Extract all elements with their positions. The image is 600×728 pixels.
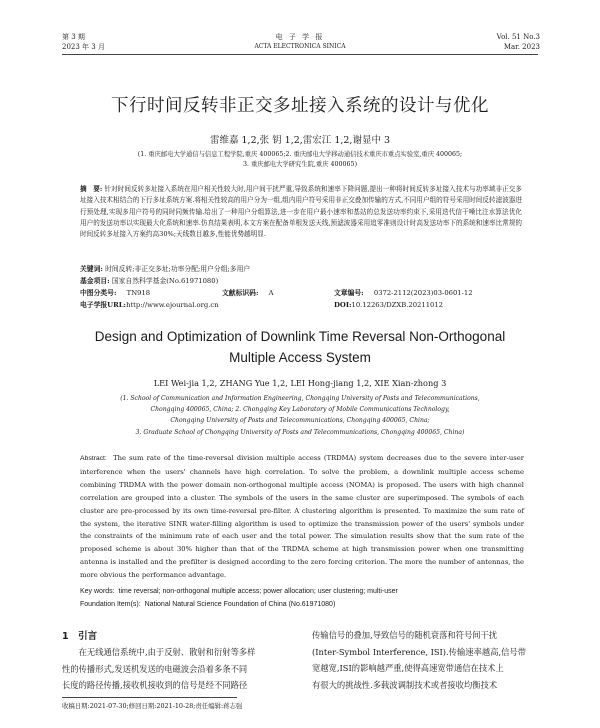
english-affiliation-3: Chongqing University of Posts and Telecommunications, Chongqing 400065, China;	[170, 417, 430, 424]
body-column-right	[312, 627, 540, 694]
clc-number	[80, 288, 150, 298]
doi	[334, 300, 443, 310]
document-code	[222, 288, 274, 298]
english-title-line-1: Design and Optimization of Downlink Time Reversal Non-Orthogonal	[94, 329, 506, 344]
doi-value: 10.12263/DZXB.20211012	[351, 301, 443, 309]
english-affiliation-4: 3. Graduate School of Chongqing University of Posts and Telecommunications, Chongqing 400065, China)	[135, 429, 465, 436]
received-dates-footnote: 收稿日期:2021-07-30;修回日期:2021-10-28;责任编辑:蒋志强	[62, 702, 243, 710]
journal-name-en: ACTA ELECTRONICA SINICA	[254, 43, 346, 50]
body-line: 有很大的挑战性.多载波调制技术或者接收均衡技术	[312, 680, 498, 691]
body-column-left	[62, 644, 294, 694]
english-affiliation-2: Chongqing 400065, China; 2. Chongqing Key Laboratory of Mobile Communications Technology,	[150, 406, 450, 413]
english-keywords	[80, 586, 398, 598]
chinese-affiliation-1: (1. 重庆邮电大学通信与信息工程学院,重庆 400065;2. 重庆邮电大学移动通信技术重庆市重点实验室,重庆 400065;	[137, 151, 463, 158]
english-fund	[80, 599, 335, 611]
english-fund-text: National Natural Science Foundation of China (No.61971080)	[144, 601, 336, 608]
chinese-keywords-label: 关键词:	[80, 265, 103, 273]
section-heading-introduction: 1 引言	[62, 631, 98, 642]
article-number-label: 文章编号:	[334, 289, 364, 297]
footnote-divider	[62, 697, 237, 698]
english-title-line-2: Multiple Access System	[229, 350, 371, 365]
english-abstract-label: Abstract:	[80, 455, 107, 462]
journal-url-value: http://www.ejournal.org.cn	[126, 301, 219, 309]
document-code-label: 文献标识码:	[222, 289, 259, 297]
body-line: 在无线通信系统中,由于反射、散射和衍射等多样	[62, 647, 256, 657]
chinese-keywords-text: 时间反转;非正交多址;功率分配;用户分组;多用户	[105, 265, 251, 273]
body-line: 传输信号的叠加,导致信号的随机衰落和符号间干扰	[312, 630, 498, 640]
english-authors: LEI Wei-jia 1,2, ZHANG Yue 1,2, LEI Hong-jiang 1,2, XIE Xian-zhong 3	[153, 378, 447, 388]
english-title	[0, 326, 600, 368]
publication-month: Mar. 2023	[503, 43, 540, 51]
chinese-fund	[80, 276, 218, 286]
chinese-authors: 雷维嘉 1,2,张 钥 1,2,雷宏江 1,2,谢显中 3	[209, 135, 391, 146]
body-line: 宽越宽,ISI的影响越严重,使得高速宽带通信在技术上	[312, 663, 504, 674]
journal-name-cn: 电 子 学 报	[275, 33, 325, 41]
chinese-fund-label: 基金项目:	[80, 277, 110, 285]
article-number-value: 0372-2112(2023)03-0601-12	[373, 289, 473, 297]
english-affiliation-1: (1. School of Communication and Information Engineering, Chongqing University of Posts and Telecommunications,	[120, 395, 480, 402]
body-line: 性的传播形式,发送机发送的电磁波会沿着多条不同	[62, 663, 248, 674]
issue-number: 第 3 期	[62, 33, 85, 41]
english-keywords-label: Key words:	[80, 588, 115, 595]
journal-url-label: 电子学报URL:	[80, 301, 127, 309]
clc-value: TN918	[126, 289, 151, 297]
header-divider	[62, 54, 538, 55]
journal-url	[80, 300, 219, 310]
chinese-abstract-label: 摘 要:	[80, 185, 103, 193]
english-abstract-text: The sum rate of the time-reversal division multiple access (TRDMA) system decreases due to the severe inter-user interference when the users' channels have high correlation. To solve the problem, a downlink multiple access scheme combining TRDMA with the power domain non-orthogonal multiple access (NOMA) is proposed. The users with high channel correlation are grouped into a cluster. The symbols of the users in the same cluster are superimposed. The symbols of each cluster are pre-processed by its own time-reversal pre-filter. A clustering algorithm is presented. To maximize the sum rate of the system, the iterative SINR water-filling algorithm is used to optimize the transmission power of the users' symbols under the constraints of the minimum rate of each user and the total power. The simulation results show that the sum rate of the proposed scheme is about 30% higher than that of the TRDMA scheme at high transmission power when one transmitting antenna is installed and the prefilter is designed according to the zero forcing criterion. The more the number of antennas, the more obvious the performance advantage.	[80, 454, 524, 580]
clc-label: 中图分类号:	[80, 289, 117, 297]
header-right	[497, 32, 540, 52]
volume-number: Vol. 51 No.3	[496, 33, 540, 41]
chinese-title: 下行时间反转非正交多址接入系统的设计与优化	[111, 96, 489, 116]
english-keywords-text: time reversal; non-orthogonal multiple access; power allocation; user clustering; multi-user	[118, 588, 398, 595]
article-number	[334, 288, 473, 298]
chinese-abstract	[80, 184, 522, 240]
doi-label: DOI:	[334, 301, 352, 309]
chinese-affiliation-2: 3. 重庆邮电大学研究生院,重庆 400065)	[242, 161, 358, 168]
body-line: 长度的路径传播,接收机接收到的信号是经不同路径	[62, 680, 248, 691]
chinese-abstract-text: 针对时间反转多址接入系统在用户相关性较大时,用户间干扰严重,导致系统和速率下降问题,提出一种将时间反转多址接入技术与功率域非正交多址接入技术相结合的下行多址系统方案.将相关性较高的用户分为一组,组内用户符号采用非正交叠加传输的方式,不同用户组的符号采用时间反转滤波器进行预处理,实现多用户符号的同时同频传输.给出了一种用户分组算法,进一步在用户最小速率和基站的总发送功率约束下,采用迭代信干噪比注水算法优化用户的发送功率以实现最大化系统和速率.仿真结果表明,本文方案在配备单根发送天线,预滤波器采用追零准则设计时高发送功率下的系统和速率比常规的时间反转多址接入方案约高30%;天线数目越多,性能优势越明显.	[80, 185, 522, 239]
document-code-value: A	[268, 289, 274, 297]
english-fund-label: Foundation Item(s):	[80, 601, 141, 608]
chinese-fund-text: 国家自然科学基金(No.61971080)	[111, 277, 219, 285]
english-abstract	[80, 452, 524, 582]
body-line: (Inter-Symbol Interference, ISI).传输速率越高,信号带	[312, 646, 526, 657]
chinese-keywords	[80, 264, 250, 274]
issue-date: 2023 年 3 月	[62, 43, 105, 51]
